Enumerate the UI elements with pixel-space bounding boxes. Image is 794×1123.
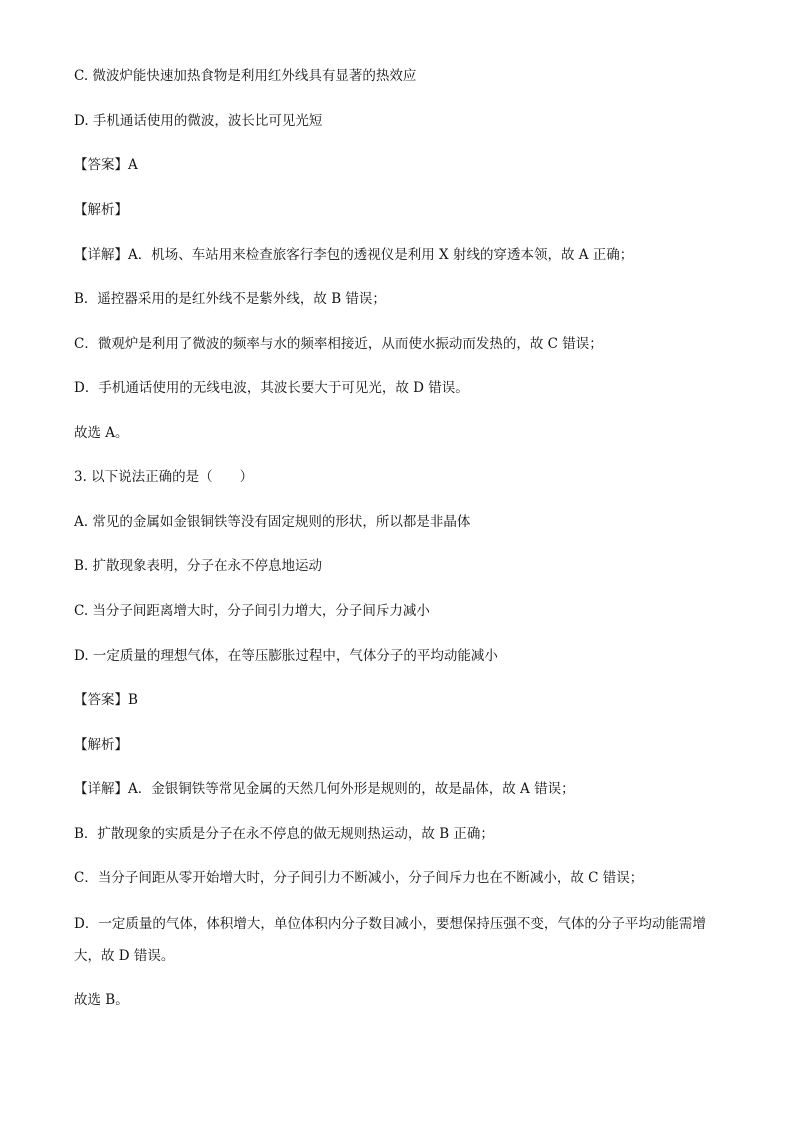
question-3-option-b: B. 扩散现象表明，分子在永不停息地运动 (74, 558, 323, 574)
question-3-stem: 3. 以下说法正确的是（ ） (74, 469, 254, 485)
explanation-c: C．当分子间距从零开始增大时，分子间引力不断减小，分子间斥力也在不断减小，故 C 错误； (74, 870, 644, 886)
conclusion: 故选 B。 (74, 992, 129, 1008)
explanation-a: 【详解】A．机场、车站用来检查旅客行李包的透视仪是利用 X 射线的穿透本领，故 A 正确； (74, 247, 634, 263)
explanation-b: B．遥控器采用的是红外线不是紫外线，故 B 错误； (74, 291, 386, 307)
explanation-d: D．一定质量的气体，体积增大，单位体积内分子数目减小，要想保持压强不变，气体的分子平均动能需增大，故 D 错误。 (74, 916, 706, 964)
explanation-c: C．微观炉是利用了微波的频率与水的频率相接近，从而使水振动而发热的，故 C 错误； (74, 336, 603, 352)
question-3-option-d: D. 一定质量的理想气体，在等压膨胀过程中，气体分子的平均动能减小 (74, 648, 498, 664)
answer-label: 【答案】A (74, 157, 138, 173)
analysis-label: 【解析】 (74, 202, 128, 218)
option-d-text: D. 手机通话使用的微波，波长比可见光短 (74, 113, 323, 129)
option-c-text: C. 微波炉能快速加热食物是利用红外线具有显著的热效应 (74, 68, 417, 84)
explanation-a: 【详解】A．金银铜铁等常见金属的天然几何外形是规则的，故是晶体，故 A 错误； (74, 781, 575, 797)
analysis-label: 【解析】 (74, 737, 128, 753)
question-3-option-c: C. 当分子间距离增大时，分子间引力增大，分子间斥力减小 (74, 603, 430, 619)
conclusion: 故选 A。 (74, 425, 129, 441)
explanation-d: D．手机通话使用的无线电波，其波长要大于可见光，故 D 错误。 (74, 380, 469, 396)
explanation-b: B．扩散现象的实质是分子在永不停息的做无规则热运动，故 B 正确； (74, 826, 494, 842)
question-3-option-a: A. 常见的金属如金银铜铁等没有固定规则的形状，所以都是非晶体 (74, 514, 471, 530)
answer-label: 【答案】B (74, 692, 138, 708)
